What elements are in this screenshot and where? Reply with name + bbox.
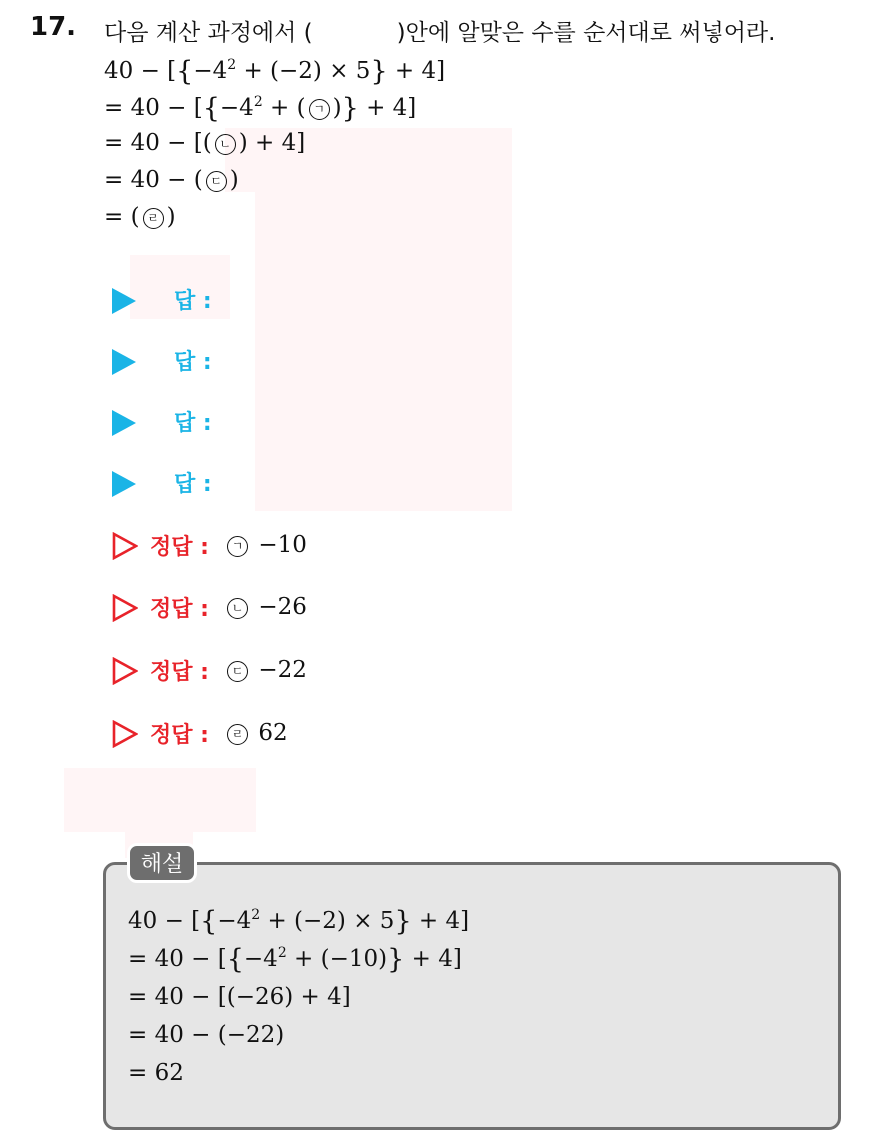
question-prompt: 다음 계산 과정에서 ( )안에 알맞은 수를 순서대로 써넣어라. xyxy=(104,20,776,46)
solution-label: 정답 : xyxy=(150,723,209,748)
answer-label: 답 : xyxy=(174,411,212,436)
question-number: 17. xyxy=(30,12,77,42)
solution-value: ㄱ −10 xyxy=(224,532,307,558)
step-line-1: $40 - [\{-4^2 + (-2) \times 5\} + 4]$ xyxy=(104,56,446,87)
outline-triangle-icon xyxy=(112,657,138,685)
outline-triangle-icon xyxy=(112,594,138,622)
play-triangle-icon xyxy=(112,349,136,375)
step-line-3: = 40 − [( ㄴ ) + 4] xyxy=(104,130,306,156)
bg-tint xyxy=(255,185,512,511)
solution-label: 정답 : xyxy=(150,660,209,685)
outline-triangle-icon xyxy=(112,532,138,560)
blank-marker-icon: ㄷ xyxy=(227,661,248,682)
blank-marker-icon: ㄹ xyxy=(227,724,248,745)
step-line-4: = 40 − ( ㄷ ) xyxy=(104,167,239,193)
answer-label: 답 : xyxy=(174,350,212,375)
answer-label: 답 : xyxy=(174,289,212,314)
blank-marker-icon: ㄷ xyxy=(206,171,227,192)
play-triangle-icon xyxy=(112,410,136,436)
solution-value: ㄴ −26 xyxy=(224,594,307,620)
explanation-line-1: $40 - [\{-4^2 + (-2) \times 5\} + 4]$ xyxy=(128,906,470,937)
outline-triangle-icon xyxy=(112,720,138,748)
bg-tint xyxy=(64,768,256,832)
solution-label: 정답 : xyxy=(150,597,209,622)
step-line-2: = $40 - [\{-4^2$ + ( ㄱ )} + 4] xyxy=(104,93,417,124)
solution-label: 정답 : xyxy=(150,535,209,560)
step-line-5: = ( ㄹ ) xyxy=(104,204,176,230)
explanation-line-3: = 40 − [(−26) + 4] xyxy=(128,984,351,1010)
blank-marker-icon: ㄱ xyxy=(309,99,330,120)
blank-marker-icon: ㄴ xyxy=(215,134,236,155)
blank-marker-icon: ㄱ xyxy=(227,536,248,557)
explanation-line-2: = $40 - [\{-4^2 + (-10)\} + 4]$ xyxy=(128,944,462,975)
explanation-line-4: = 40 − (−22) xyxy=(128,1022,285,1048)
explanation-line-5: = 62 xyxy=(128,1060,184,1086)
blank-marker-icon: ㄹ xyxy=(143,208,164,229)
answer-label: 답 : xyxy=(174,472,212,497)
play-triangle-icon xyxy=(112,471,136,497)
explanation-tag: 해설 xyxy=(127,843,197,883)
blank-marker-icon: ㄴ xyxy=(227,598,248,619)
solution-value: ㄷ −22 xyxy=(224,657,307,683)
solution-value: ㄹ 62 xyxy=(224,720,288,746)
play-triangle-icon xyxy=(112,288,136,314)
